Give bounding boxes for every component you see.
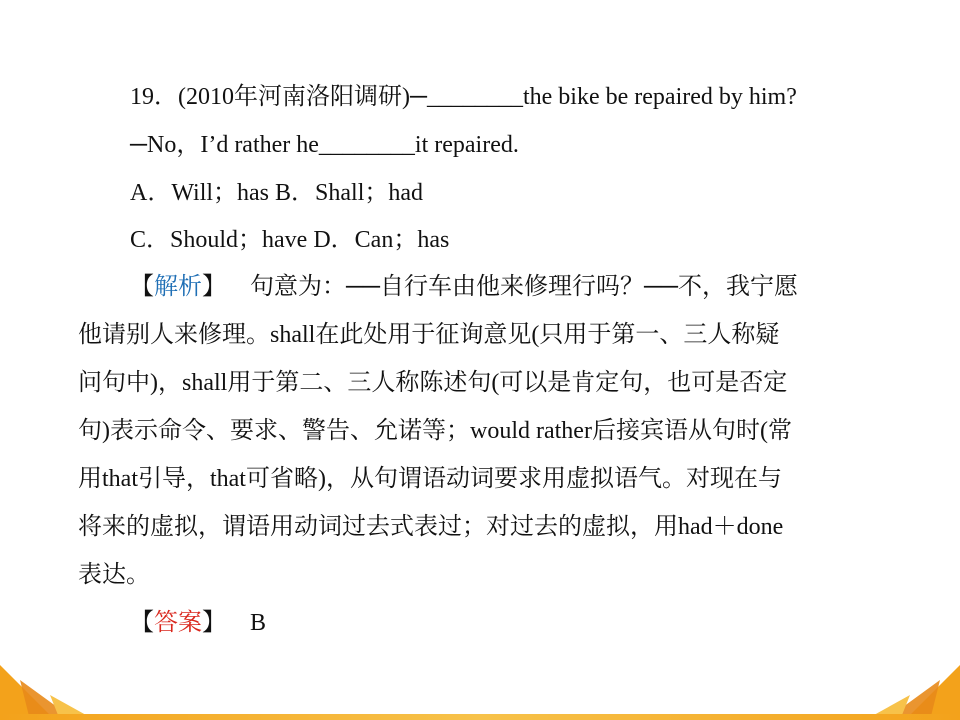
analysis-text-line-5: 用that引导，that可省略)，从句谓语动词要求用虚拟语气。对现在与 <box>78 466 782 492</box>
options-a-b: A．Will；has B．Shall；had <box>130 180 424 206</box>
corner-decoration-left <box>0 640 110 720</box>
analysis-open-bracket: 【 <box>130 274 154 300</box>
bottom-accent-bar <box>0 714 960 720</box>
answer-open-bracket: 【 <box>130 610 154 636</box>
answer-value: B <box>250 610 267 636</box>
analysis-first-line <box>130 272 798 302</box>
analysis-text-line-3: 问句中)，shall用于第二、三人称陈述句(可以是肯定句，也可是否定 <box>78 370 788 396</box>
analysis-label: 解析 <box>154 274 202 300</box>
question-stem-line-2: ─No，I’d rather he________it repaired. <box>130 132 519 158</box>
answer-label: 答案 <box>154 610 202 636</box>
analysis-text-line-4: 句)表示命令、要求、警告、允诺等；would rather后接宾语从句时(常 <box>78 418 792 444</box>
options-c-d: C．Should；have D．Can；has <box>130 227 450 253</box>
answer-close-bracket: 】 <box>202 610 226 636</box>
answer-line <box>130 608 266 638</box>
corner-decoration-right <box>850 640 960 720</box>
analysis-text-line-2: 他请别人来修理。shall在此处用于征询意见(只用于第一、三人称疑 <box>78 322 780 348</box>
question-stem-line-1: 19．(2010年河南洛阳调研)─________the bike be repaired by him? <box>130 84 797 110</box>
analysis-text-line-1: 句意为：──自行车由他来修理行吗？──不，我宁愿 <box>250 274 799 300</box>
analysis-text-line-6: 将来的虚拟，谓语用动词过去式表过；对过去的虚拟，用had＋done <box>78 514 784 540</box>
analysis-text-line-7: 表达。 <box>78 562 150 588</box>
analysis-close-bracket: 】 <box>202 274 226 300</box>
